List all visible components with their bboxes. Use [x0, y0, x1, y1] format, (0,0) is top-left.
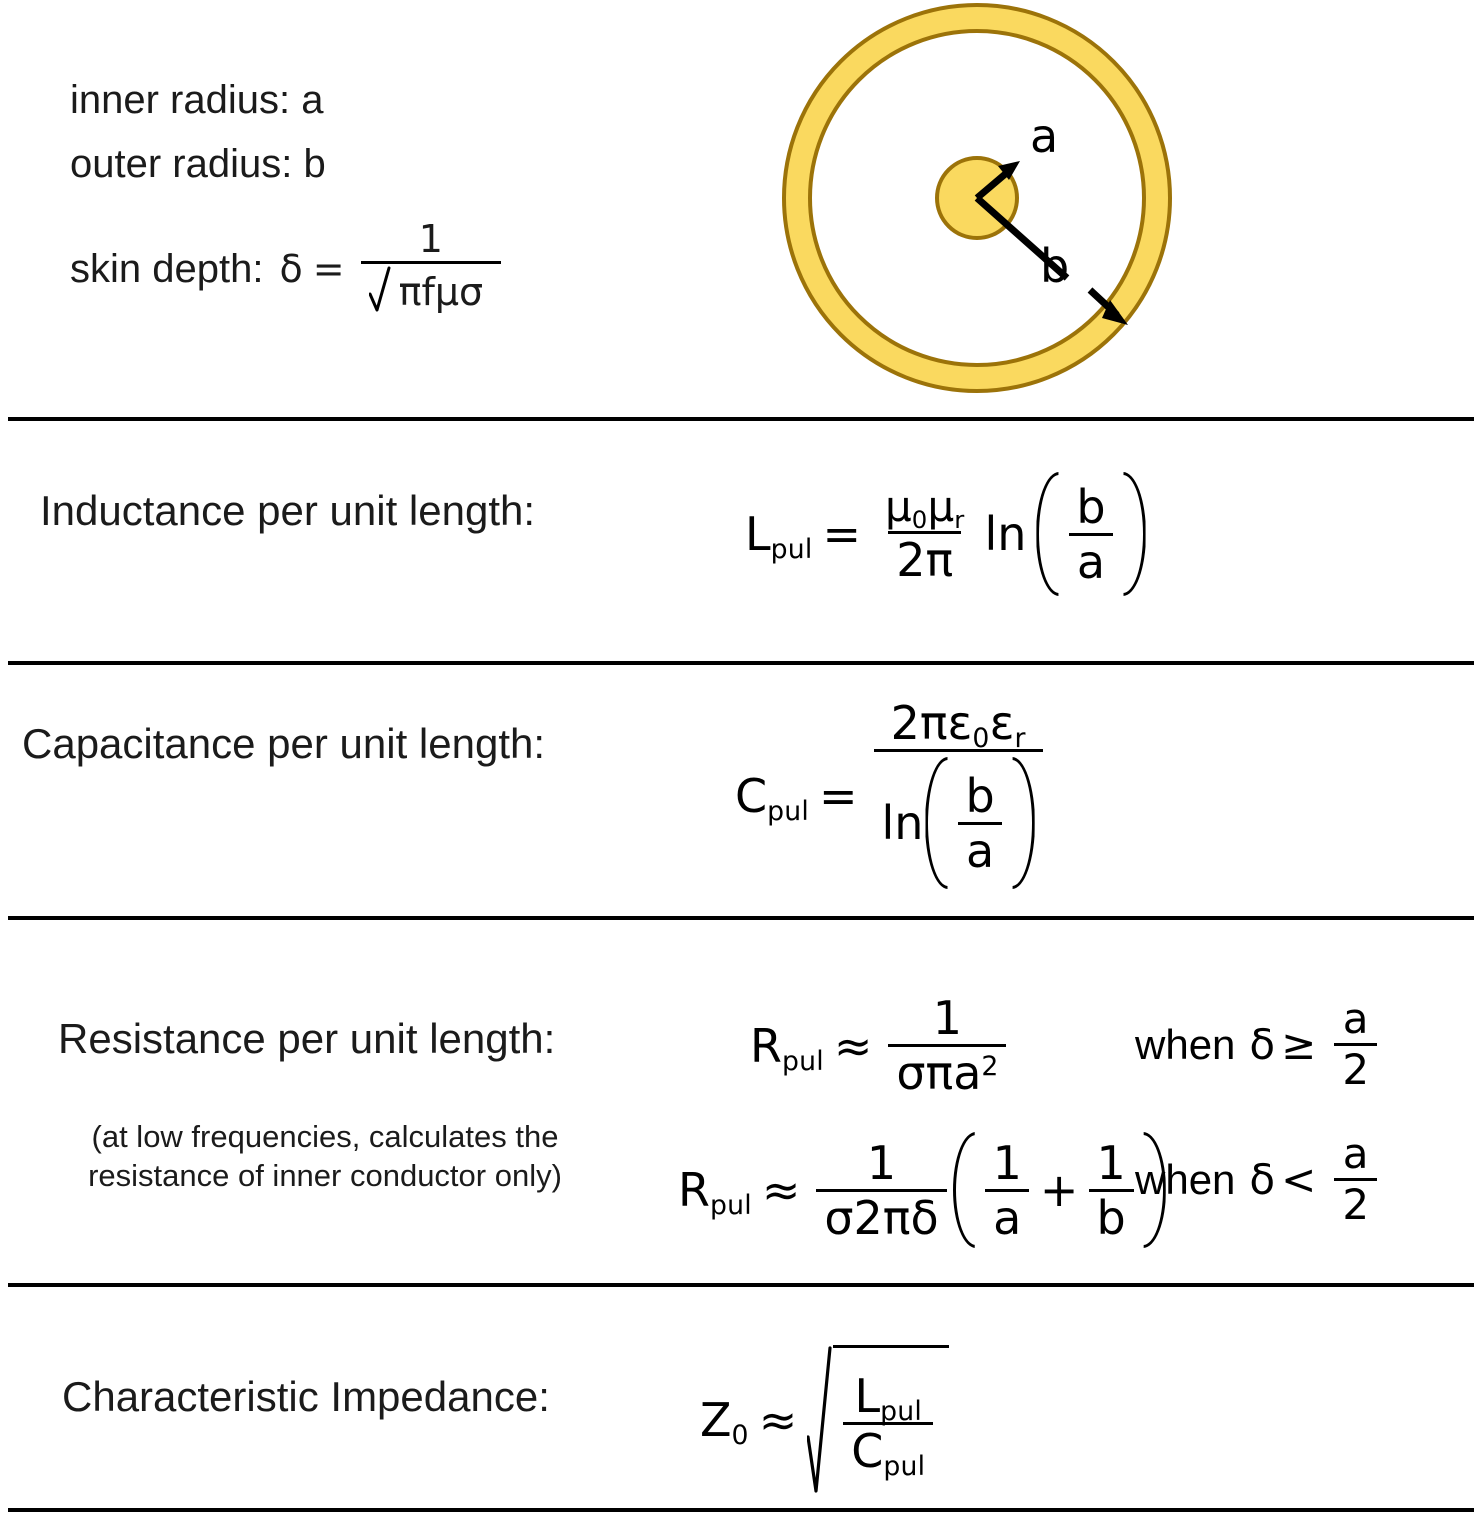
equals-sign: =: [312, 247, 345, 291]
inductance-row-label: Inductance per unit length:: [40, 487, 536, 534]
capacitance-row-label: Capacitance per unit length:: [22, 720, 546, 767]
ratio-denominator: a: [958, 822, 1002, 874]
term1-denominator: a: [985, 1189, 1029, 1241]
resistance-case-1-condition: [1135, 994, 1383, 1094]
capacitance-formula: [735, 696, 1049, 891]
impedance-row-label: Characteristic Impedance:: [62, 1373, 550, 1420]
impedance-formula: [700, 1345, 949, 1495]
reciprocal-sum-group: [953, 1130, 1166, 1250]
coax-diagram-svg: [772, 0, 1192, 400]
impedance-numerator: Lpul: [854, 1369, 922, 1427]
resistance-case-2-formula: [678, 1130, 1166, 1250]
condition-denominator: 2: [1334, 1178, 1377, 1226]
skin-depth-label: skin depth:: [70, 246, 264, 291]
right-paren: [1009, 755, 1035, 891]
condition-numerator: a: [1342, 1129, 1369, 1178]
resistance-case1-denominator: σπa$^2$: [888, 1044, 1006, 1096]
skin-depth-fraction: [361, 217, 502, 318]
b-over-a-fraction: [957, 755, 1002, 891]
resistance-relation: ≈: [761, 1163, 801, 1217]
ratio-numerator: b: [965, 768, 995, 823]
left-paren: [953, 1130, 979, 1250]
impedance-radicand: [833, 1345, 949, 1495]
ratio-denominator: a: [1069, 533, 1113, 585]
divider-5: [8, 1508, 1474, 1512]
impedance-radical: [807, 1345, 949, 1495]
impedance-denominator: Cpul: [843, 1422, 933, 1474]
resistance-lhs: Rpul: [750, 1018, 824, 1077]
term1-numerator: 1: [992, 1135, 1022, 1190]
inductance-lhs: Lpul: [745, 507, 813, 565]
resistance-relation: ≈: [833, 1018, 873, 1073]
left-paren: [925, 755, 951, 891]
resistance-row-label: Resistance per unit length:: [58, 1015, 556, 1062]
skin-depth-radical: [369, 266, 494, 312]
divider-3: [8, 916, 1474, 920]
outer-radius-definition: outer radius: b: [70, 142, 326, 186]
left-paren: [1036, 470, 1062, 598]
term2-numerator: 1: [1096, 1135, 1126, 1190]
condition-when: when: [1135, 1155, 1236, 1203]
resistance-case1-numerator: 1: [932, 991, 963, 1045]
inductance-ratio-group: [1036, 470, 1145, 598]
condition-fraction: [1334, 1129, 1377, 1229]
skin-depth-radicand: πfμσ: [398, 270, 484, 314]
condition-delta: δ: [1249, 1019, 1276, 1069]
radical-sign-icon: [369, 266, 395, 312]
capacitance-main-fraction: [874, 696, 1043, 891]
condition-numerator: a: [1342, 994, 1369, 1043]
resistance-case2-fraction: [816, 1135, 946, 1245]
condition-denominator: 2: [1334, 1043, 1377, 1091]
header-definitions: [0, 0, 1482, 417]
coax-diagram: [772, 0, 1192, 400]
skin-depth-definition: [70, 217, 507, 318]
term2-denominator: b: [1089, 1189, 1134, 1241]
capacitance-ratio-group: [925, 755, 1034, 891]
condition-fraction: [1334, 994, 1377, 1094]
divider-4: [8, 1283, 1474, 1287]
divider-2: [8, 661, 1474, 665]
resistance-case2-numerator: 1: [866, 1135, 897, 1190]
radical-sign-icon: [807, 1345, 833, 1495]
natural-log-operator: ln: [984, 507, 1027, 561]
impedance-lhs: Z0: [700, 1393, 749, 1451]
delta-symbol: δ: [279, 247, 303, 291]
capacitance-lhs: Cpul: [735, 768, 809, 827]
ratio-numerator: b: [1076, 479, 1106, 534]
skin-depth-formula: [279, 217, 507, 318]
right-paren: [1120, 470, 1146, 598]
resistance-row-note: (at low frequencies, calculates the resistance of inner conductor only): [88, 1119, 562, 1193]
resistance-lhs: Rpul: [678, 1163, 752, 1221]
skin-depth-numerator: 1: [418, 217, 443, 261]
capacitance-numerator: 2πε0εr: [890, 696, 1026, 754]
radius-b-label: b: [1040, 239, 1070, 293]
resistance-case1-fraction: [888, 991, 1006, 1100]
condition-when: when: [1135, 1020, 1236, 1068]
impedance-relation: ≈: [758, 1393, 798, 1447]
divider-1: [8, 417, 1474, 421]
capacitance-relation: =: [818, 768, 858, 823]
condition-relation: ≥: [1281, 1019, 1317, 1069]
inductance-formula: [745, 470, 1146, 598]
one-over-a-fraction: [985, 1130, 1030, 1250]
ln-operator: ln: [881, 796, 924, 850]
L-over-C-fraction: [843, 1369, 933, 1482]
resistance-case2-denominator: σ2πδ: [816, 1189, 946, 1241]
b-over-a-fraction: [1068, 470, 1113, 598]
one-over-b-fraction: [1088, 1130, 1133, 1250]
capacitance-denominator: [874, 749, 1043, 891]
permeability-denominator: 2π: [888, 531, 961, 583]
permeability-numerator: μ0μr: [885, 481, 965, 534]
condition-relation: <: [1281, 1154, 1317, 1204]
radius-a-label: a: [1030, 109, 1059, 163]
resistance-case-1-formula: [750, 991, 1012, 1100]
resistance-case-2-condition: [1135, 1129, 1383, 1229]
plus-sign: +: [1039, 1163, 1079, 1217]
condition-delta: δ: [1249, 1154, 1276, 1204]
inductance-relation: =: [822, 507, 862, 561]
permeability-fraction: [877, 481, 972, 587]
inner-radius-definition: inner radius: a: [70, 78, 324, 122]
